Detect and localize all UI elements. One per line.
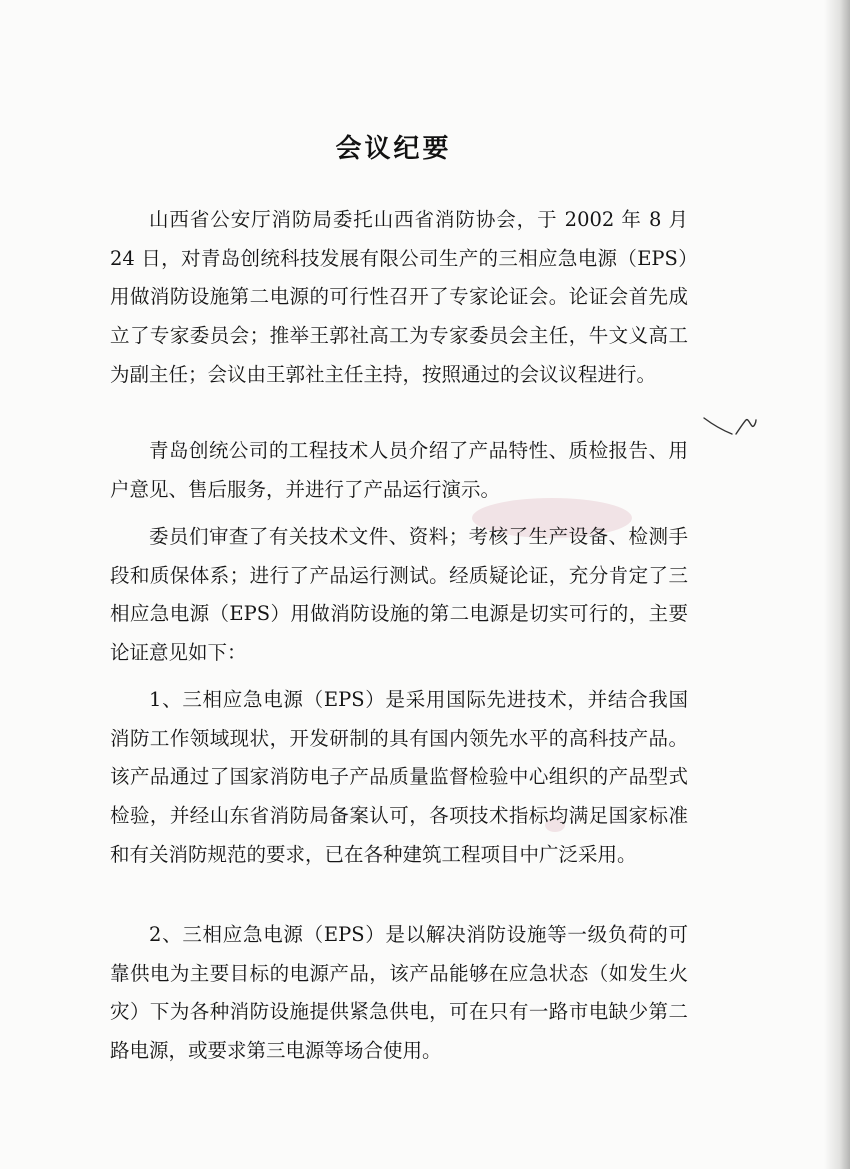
paragraph-opinion-1: 1、三相应急电源（EPS）是采用国际先进技术，并结合我国消防工作领域现状，开发研制的具有国内领先水平的高科技产品。该产品通过了国家消防电子产品质量监督检验中心组织的产品型式检验，并经山东省消防局备案认可，各项技术指标均满足国家标准和有关消防规范的要求，已在各种建筑工程项目中广泛采用。 <box>110 688 688 866</box>
paragraph-presentation: 青岛创统公司的工程技术人员介绍了产品特性、质检报告、用户意见、售后服务，并进行了产品运行演示。 <box>110 439 688 501</box>
paragraph-review: 委员们审查了有关技术文件、资料；考核了生产设备、检测手段和质保体系；进行了产品运行测试。经质疑论证，充分肯定了三相应急电源（EPS）用做消防设施的第二电源是切实可行的，主要论证意见如下： <box>110 525 688 665</box>
scan-edge-shadow <box>824 0 850 1169</box>
paragraph-intro: 山西省公安厅消防局委托山西省消防协会，于 2002 年 8 月 24 日，对青岛创统科技发展有限公司生产的三相应急电源（EPS）用做消防设施第二电源的可行性召开了专家论证会。论证会首先成立了专家委员会；推举王郭社高工为专家委员会主任，牛文义高工为副主任；会议由王郭社主任主持，按照通过的会议议程进行。 <box>110 208 688 386</box>
handwritten-pen-mark <box>700 408 760 442</box>
paragraph-opinion-2: 2、三相应急电源（EPS）是以解决消防设施等一级负荷的可靠供电为主要目标的电源产品，该产品能够在应急状态（如发生火灾）下为各种消防设施提供紧急供电，可在只有一路市电缺少第二路电源，或要求第三电源等场合使用。 <box>110 923 688 1063</box>
document-title: 会议纪要 <box>335 134 452 164</box>
